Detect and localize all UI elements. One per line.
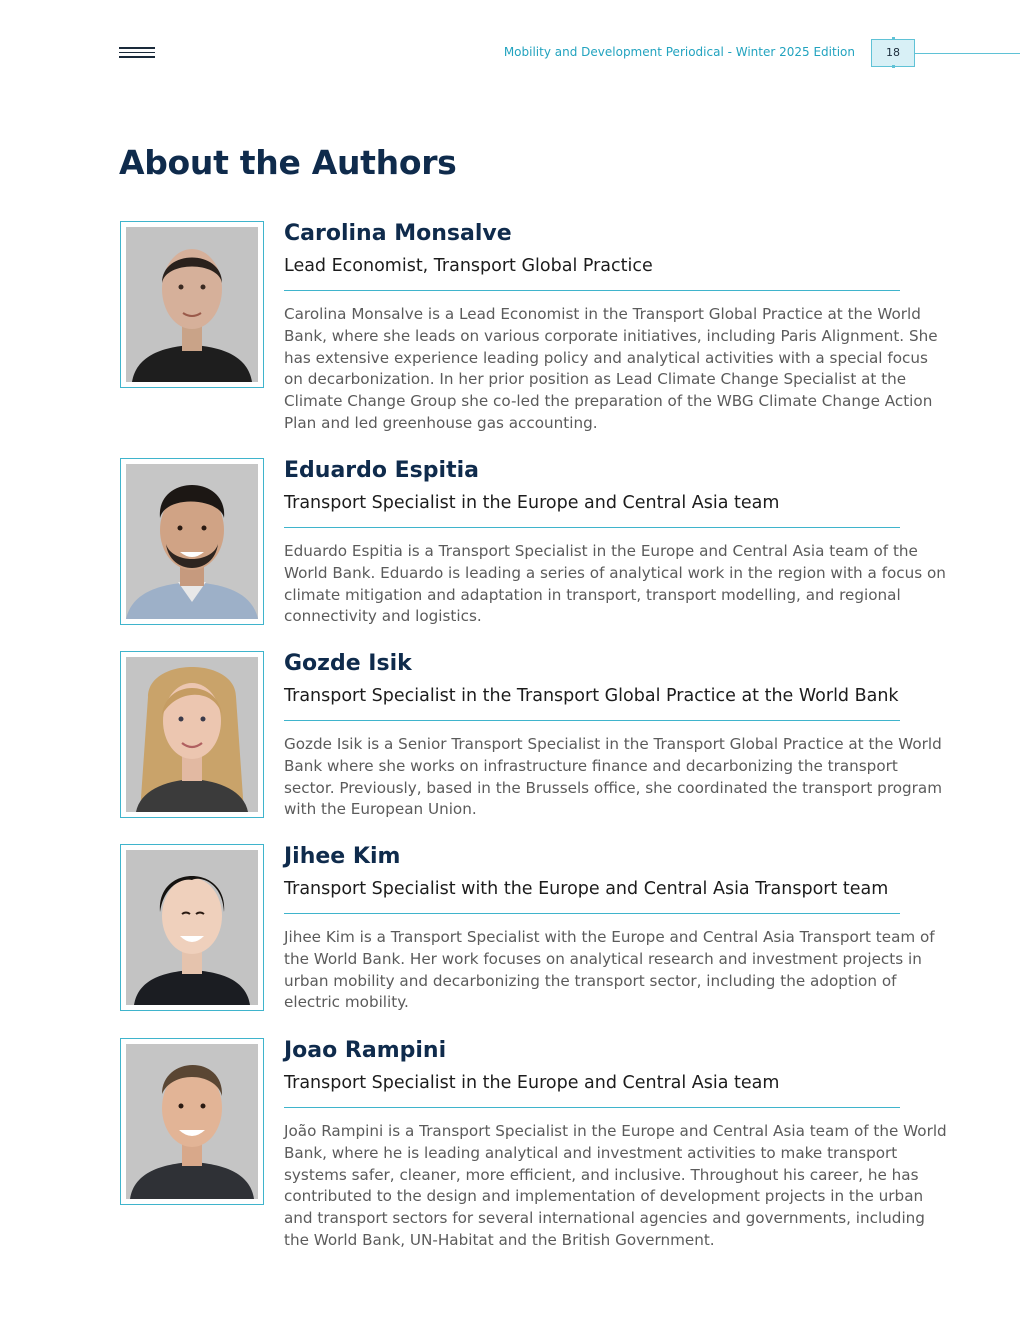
author-name: Jihee Kim — [284, 844, 401, 869]
menu-icon[interactable] — [119, 47, 155, 60]
author-bio: Gozde Isik is a Senior Transport Specialist in the Transport Global Practice at the World Bank where she works on infrastructure finance and decarbonizing the transport sector. Previously, based in the Brussels office, she coordinated the transport program with the European Union. — [284, 735, 943, 819]
divider — [284, 1107, 900, 1108]
page-marker-dot — [892, 65, 895, 68]
author-role: Transport Specialist in the Transport Global Practice at the World Bank — [284, 686, 899, 706]
page-marker-dot — [892, 37, 895, 40]
author-name: Joao Rampini — [284, 1038, 447, 1063]
author-photo-frame — [120, 651, 264, 818]
author-photo — [126, 657, 258, 812]
author-photo-frame — [120, 1038, 264, 1205]
author-photo — [126, 227, 258, 382]
author-photo-frame — [120, 458, 264, 625]
author-name: Gozde Isik — [284, 651, 412, 676]
author-photo — [126, 464, 258, 619]
author-role: Transport Specialist in the Europe and Central Asia team — [284, 493, 780, 513]
author-name: Eduardo Espitia — [284, 458, 479, 483]
author-photo — [126, 850, 258, 1005]
author-role: Lead Economist, Transport Global Practice — [284, 256, 653, 276]
author-bio: Carolina Monsalve is a Lead Economist in the Transport Global Practice at the World Bank, where she leads on various corporate initiatives, including Paris Alignment. She has extensive experience leading policy and analytical activities with a special focus on decarbonization. In her prior position as Lead Climate Change Specialist at the Climate Change Group she co-led the preparation of the WBG Climate Change Action Plan and led greenhouse gas accounting. — [284, 305, 938, 432]
author-photo — [126, 1044, 258, 1199]
author-bio: Eduardo Espitia is a Transport Specialist in the Europe and Central Asia team of the World Bank. Eduardo is leading a series of analytical work in the region with a focus on climate mitigation and adaptation in transport, transport modelling, and regional connectivity and logistics. — [284, 542, 946, 626]
author-bio: João Rampini is a Transport Specialist in the Europe and Central Asia team of the World Bank, where he is leading analytical and investment activities to make transport systems safer, cleaner, more efficient, and inclusive. Throughout his career, he has contributed to the design and implementation of development projects in the urban and transport sectors for several international agencies and governments, including the World Bank, UN-Habitat and the British Government. — [284, 1122, 947, 1249]
author-role: Transport Specialist in the Europe and Central Asia team — [284, 1073, 780, 1093]
divider — [284, 527, 900, 528]
author-bio: Jihee Kim is a Transport Specialist with the Europe and Central Asia Transport team of the World Bank. Her work focuses on analytical research and investment projects in urban mobility and decarbonizing the transport sector, including the adoption of electric mobility. — [284, 928, 935, 1012]
author-role: Transport Specialist with the Europe and Central Asia Transport team — [284, 879, 889, 899]
divider — [284, 720, 900, 721]
divider — [284, 290, 900, 291]
author-photo-frame — [120, 221, 264, 388]
header-rule — [915, 53, 1020, 54]
divider — [284, 913, 900, 914]
publication-title: Mobility and Development Periodical - Winter 2025 Edition — [503, 45, 855, 59]
author-photo-frame — [120, 844, 264, 1011]
author-name: Carolina Monsalve — [284, 221, 512, 246]
page-title: About the Authors — [119, 143, 457, 182]
page-number: 18 — [871, 39, 915, 67]
